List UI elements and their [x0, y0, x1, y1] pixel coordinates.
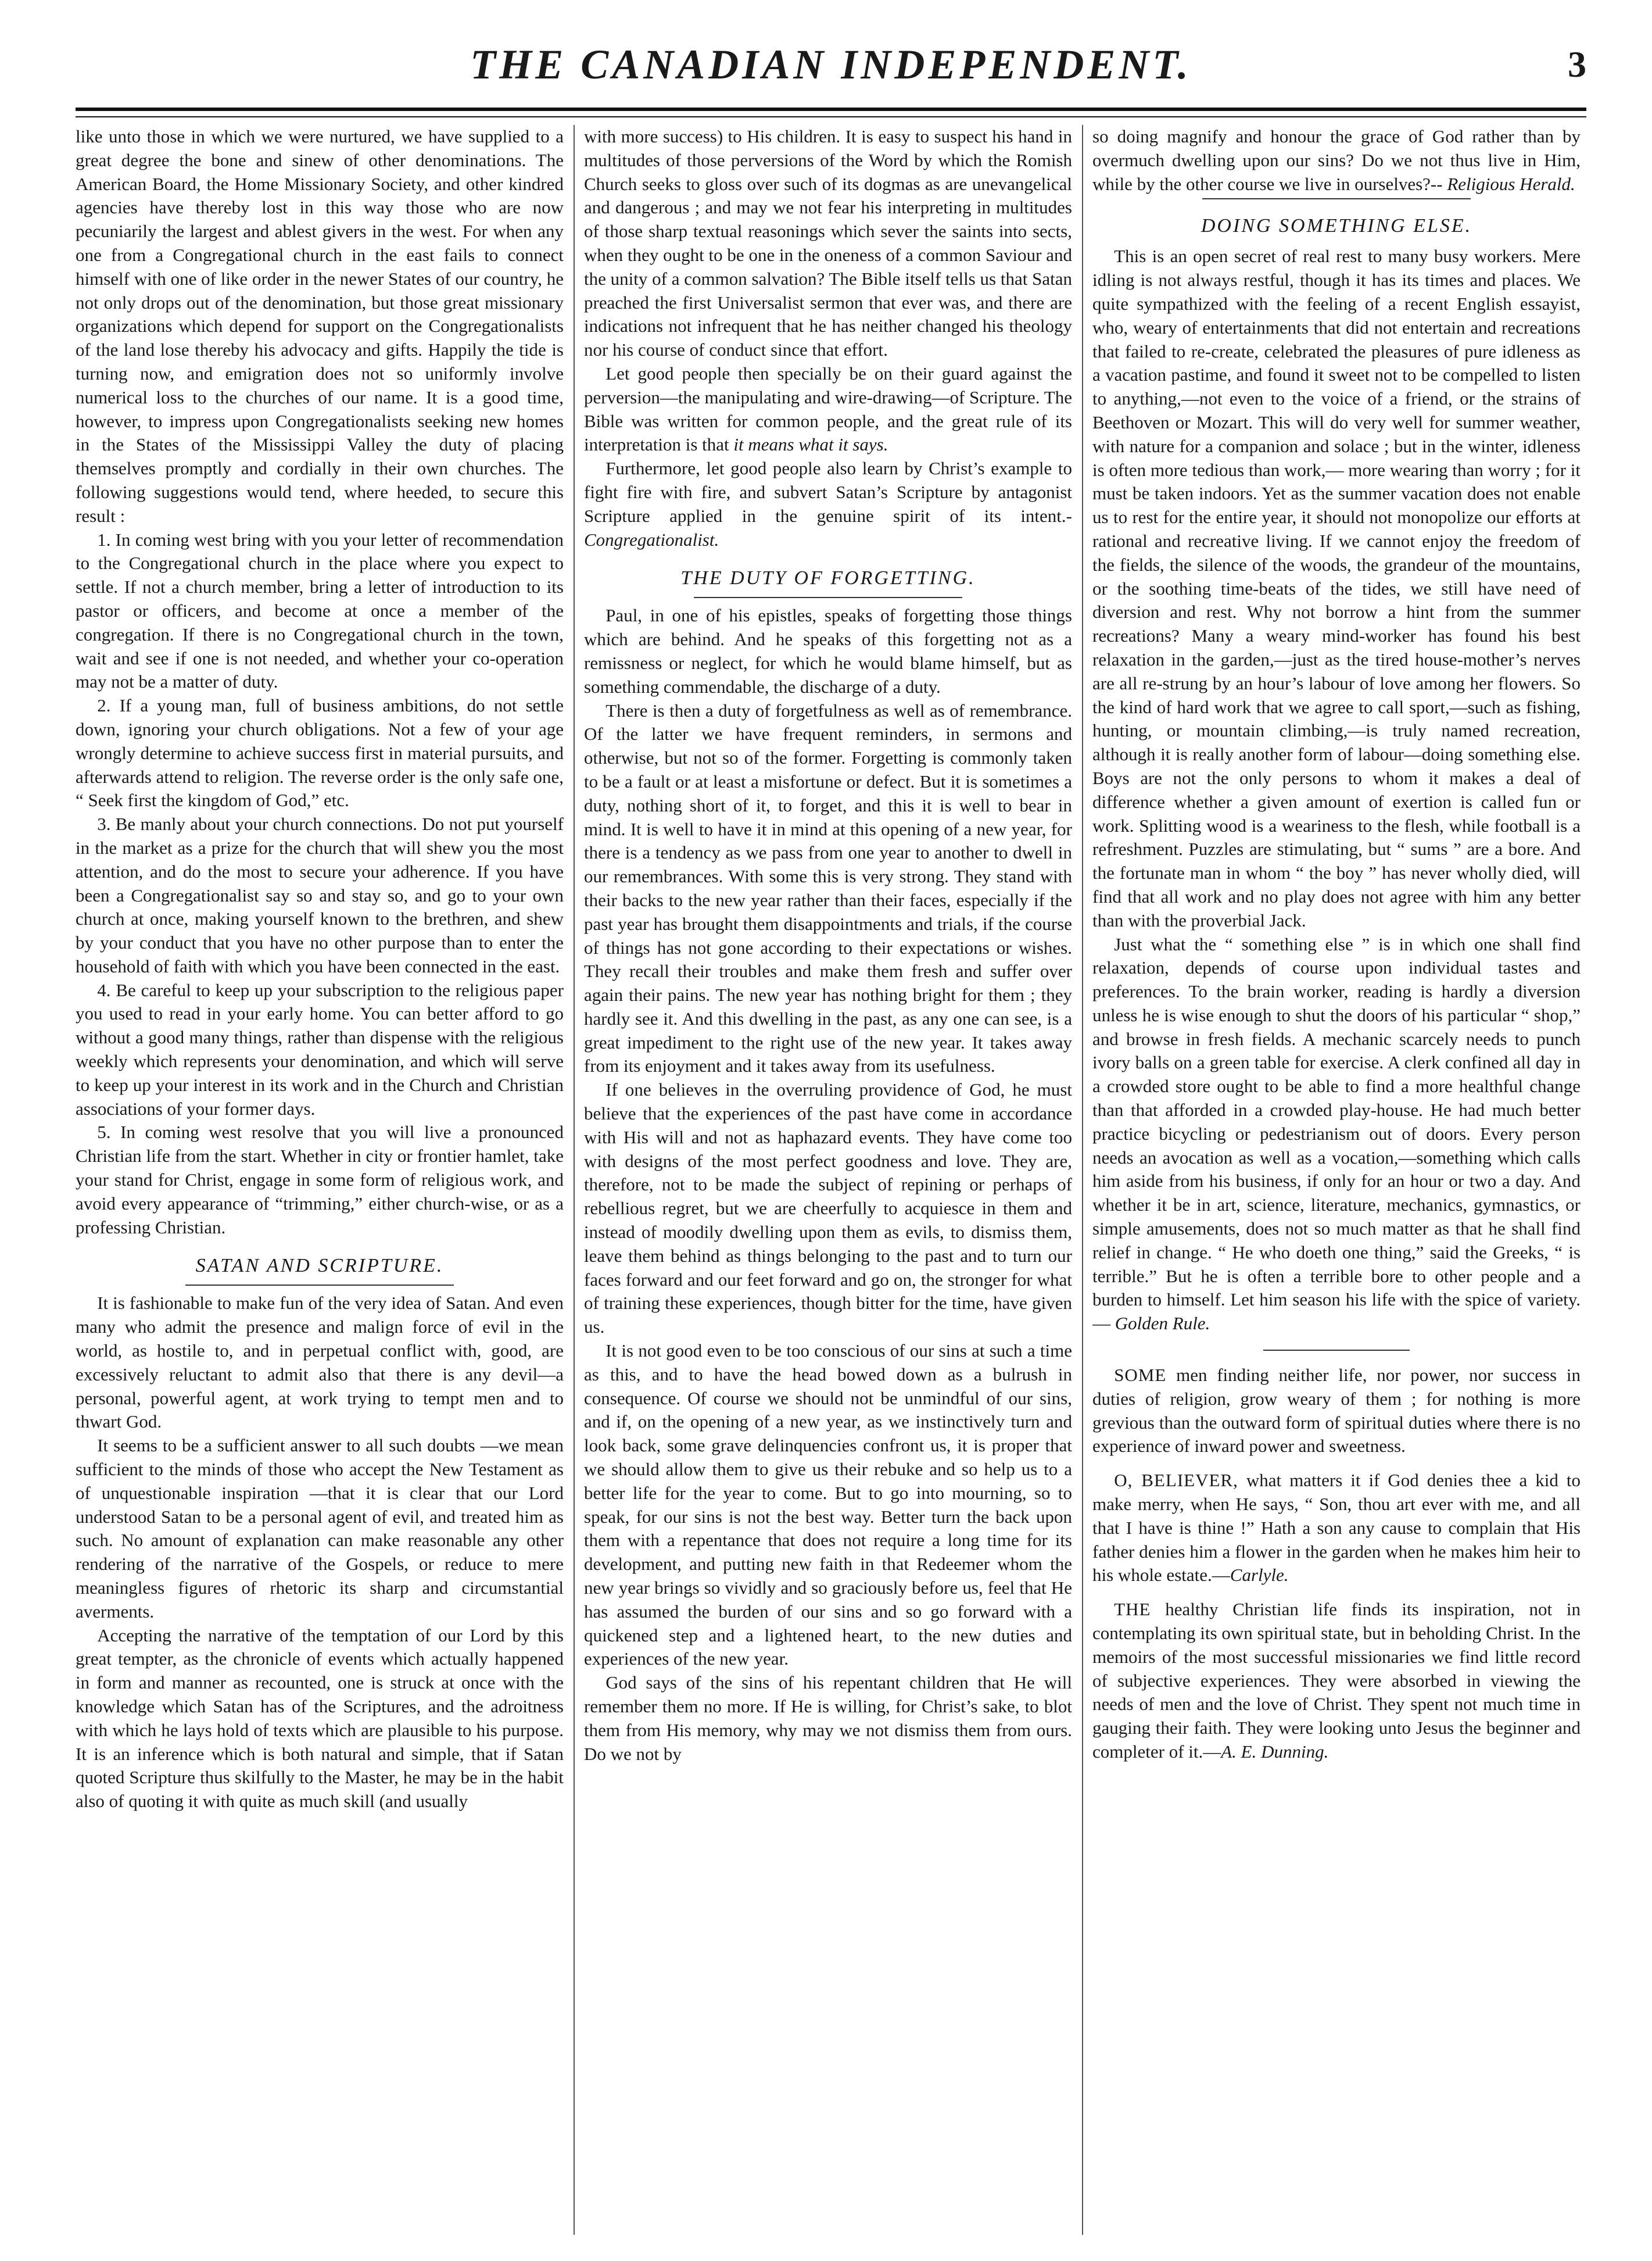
article-paragraph: [1092, 933, 1581, 1336]
emphasis-text: it means what it says.: [733, 434, 888, 455]
article-paragraph: [1092, 1469, 1581, 1587]
article-paragraph: [584, 457, 1072, 552]
article-paragraph: with more success) to His children. It is easy to suspect his hand in multitudes of those perversions of the Word by which the Romish Church seeks to gloss over such of its dogmas as are unevangelical and dangerous ; and may we not fear his interpreting in multitudes of those sharp textual reasonings which sever the saints into sects, when they ought to be one in the oneness of a common Saviour and the unity of a common salvation? The Bible itself tells us that Satan preached the first Universalist sermon that ever was, and there are indications not infrequent that he has neither changed his theology nor his course of conduct since that effort.: [584, 126, 1072, 360]
column-1: [76, 125, 564, 2235]
paragraph-text: healthy Christian life finds its inspiration, not in contemplating its own spiritual state, but in beholding Christ. In the memoirs of the most successful missionaries we find little record of subjective experiences. They were absorbed in viewing the needs of men and the love of Christ. They spent not much time in gauging their faith. They were looking unto Jesus the beginner and completer of it.—: [1092, 1599, 1581, 1762]
article-paragraph: 2. If a young man, full of business ambitions, do not settle down, ignoring your church obligations. Not a few of your age wrongly determine to achieve success first in material pursuits, and afterwards attend to religion. The reverse order is the only safe one, “ Seek first the kingdom of God,” etc.: [76, 695, 564, 811]
header-rule-thick: [76, 108, 1586, 111]
article-heading-satan-and-scripture: SATAN AND SCRIPTURE.: [195, 1255, 444, 1277]
article-paragraph: It seems to be a sufficient answer to all such doubts —we mean sufficient to the minds of those who accept the New Testament as of unquestionable inspiration —that it is clear that our Lord understood Satan to be a personal agent of evil, and treated him as such. No amount of explanation can make reasonable any other rendering of the narrative of the Gospels, or reduce to mere meaningless figures of rhetoric its sharp and circumstantial averments.: [76, 1435, 564, 1622]
paragraph-text: Just what the “ something else ” is in which one shall find relaxation, depends of course upon individual tastes and preferences. To the brain worker, reading is hardly a diversion unless he is wise enough to shut the doors of his particular “ shop,” and browse in fresh fields. A mechanic scarcely needs to punch ivory balls on a green table for exercise. A clerk confined all day in a crowded store ought to be able to find a more healthful change than that afforded in a crowded play-house. He had much better practice bicycling or pedestrianism out of doors. Every person needs an avocation as well as a vocation,—something which calls him aside from his business, if only for an hour or two a day. And whether it be in art, science, literature, mechanics, gymnastics, or simple amusements, does not so much matter as that he shall find relief in change. “ He who doeth one thing,” said the Greeks, “ is terrible.” But he is often a terrible bore to other people and a burden to himself. Let him season his life with the spice of variety.—: [1092, 933, 1581, 1334]
article-paragraph: It is fashionable to make fun of the very idea of Satan. And even many who admit the presence and malign force of evil in the world, as hostile to, and in perpetual conflict with, good, are excessively reluctant to admit also that there is any devil—a personal, powerful agent, at work trying to tempt men and to thwart God.: [76, 1293, 564, 1432]
paragraph-text: so doing magnify and honour the grace of God rather than by overmuch dwelling upon our sins? Do we not thus live in Him, while by the other course we live in ourselves?--: [1092, 126, 1581, 194]
page-number: 3: [1568, 44, 1586, 85]
lead-word: SOME: [1114, 1365, 1167, 1386]
newspaper-title: THE CANADIAN INDEPENDENT.: [470, 41, 1192, 88]
column-2: [584, 125, 1072, 2235]
paragraph-text: Let good people then specially be on their guard against the perversion—the manipulating and wire-drawing—of Scripture. The Bible was written for common people, and the great rule of its interpretation is that: [584, 363, 1072, 455]
article-paragraph: God says of the sins of his repentant children that He will remember them no more. If He is willing, for Christ’s sake, to blot them from His memory, why may we not dismiss them from ours. Do we not by: [584, 1672, 1072, 1764]
column-divider-1: [574, 125, 575, 2235]
paragraph-text: men finding neither life, nor power, nor success in duties of religion, grow weary of them ; for nothing is more grevious than the outward form of spiritual duties where there is no experience of inward power and sweetness.: [1092, 1365, 1581, 1457]
source-attribution: Religious Herald.: [1447, 173, 1575, 194]
paragraph-text: Furthermore, let good people also learn by Christ’s example to fight fire with fire, and subvert Satan’s Scripture by antagonist Scripture applied in the genuine spirit of its intent.-: [584, 458, 1072, 526]
article-paragraph: [1092, 1598, 1581, 1764]
article-paragraph: [1092, 125, 1581, 196]
lead-word: THE: [1114, 1599, 1151, 1620]
source-attribution: Golden Rule.: [1115, 1313, 1210, 1334]
article-paragraph: [584, 362, 1072, 457]
article-paragraph: [1092, 1364, 1581, 1458]
paragraph-gap: [1092, 1587, 1581, 1598]
paragraph-text: what matters it if God denies thee a kid to make merry, when He says, “ Son, thou art ever with me, and all that I have is thine !” Hath a son any cause to complain that His father denies him a flower in the garden when he makes him heir to his whole estate.—: [1092, 1470, 1581, 1586]
lead-word: O, BELIEVER,: [1114, 1470, 1238, 1491]
source-attribution: Congregationalist.: [584, 529, 719, 550]
paragraph-gap: [1092, 1458, 1581, 1469]
article-paragraph: like unto those in which we were nurtured, we have supplied to a great degree the bone and sinew of other denominations. The American Board, the Home Missionary Society, and other kindred agencies have thereby lost in this way those who are now pecuniarily the largest and ablest givers in the west. For when any one from a Congregational church in the east fails to connect himself with one of like order in the newer States of our country, he not only drops out of the denomination, but those great missionary organizations which depend for support on the Congregationalists of the land lose thereby his advocacy and gifts. Happily the tide is turning now, and emigration does not so uniformly involve numerical loss to the churches of our name. It is a good time, however, to impress upon Congregationalists seeking new homes in the States of the Mississippi Valley the duty of placing themselves promptly and cordially in their own churches. The following suggestions would tend, where heeded, to secure this result :: [76, 126, 564, 526]
article-paragraph: 3. Be manly about your church connections. Do not put yourself in the market as a prize for the church that will shew you the most attention, and do the most to secure your adherence. If you have been a Congregationalist say so and stay so, and go to your own church at once, making yourself known to the brethren, and shew by your conduct that you have no other purpose than to enter the household of faith with which you have been connected in the east.: [76, 814, 564, 976]
article-heading-doing-something-else: DOING SOMETHING ELSE.: [1201, 215, 1472, 237]
source-attribution: A. E. Dunning.: [1221, 1741, 1329, 1762]
masthead: [76, 35, 1586, 99]
section-rule: [1202, 198, 1471, 199]
column-3: [1092, 125, 1581, 2235]
heading-rule: [185, 1285, 454, 1286]
article-paragraph: 5. In coming west resolve that you will live a pronounced Christian life from the start. Whether in city or frontier hamlet, take your stand for Christ, engage in some form of religious work, and avoid every appearance of “trimming,” either church-wise, or as a professing Christian.: [76, 1122, 564, 1237]
article-paragraph: 4. Be careful to keep up your subscription to the religious paper you used to read in your early home. You can better afford to go without a good many things, rather than dispense with the religious weekly which represents your denomination, and which will serve to keep up your interest in its work and in the Church and Christian associations of your former days.: [76, 979, 564, 1119]
article-paragraph: There is then a duty of forgetfulness as well as of remembrance. Of the latter we have frequent reminders, in sermons and otherwise, but not so of the former. Forgetting is commonly taken to be a fault or at least a misfortune or defect. But it is sometimes a duty, nothing short of it, to forget, and this it is well to bear in mind. It is well to have it in mind at this opening of a new year, for there is a tendency as we pass from one year to another to dwell in our remembrances. With some this is very strong. They stand with their backs to the new year rather than their faces, especially if the past year has brought them disappointments and trials, if the course of things has not gone according to their expectations or wishes. They recall their troubles and make them fresh and suffer over again their pains. The new year has nothing bright for them ; they hardly see it. And this dwelling in the past, as any one can see, is a great impediment to the right use of the new year. It takes away from its enjoyment and it takes away from its usefulness.: [584, 700, 1072, 1076]
heading-rule: [694, 597, 962, 598]
source-attribution: Carlyle.: [1230, 1565, 1289, 1586]
article-paragraph: Paul, in one of his epistles, speaks of forgetting those things which are behind. And he speaks of this forgetting not as a remissness or neglect, for which he would blame himself, but as something commendable, the discharge of a duty.: [584, 605, 1072, 697]
article-paragraph: If one believes in the overruling providence of God, he must believe that the experiences of the past have come in accordance with His will and not as haphazard events. They have come too with designs of the most perfect goodness and love. They are, therefore, not to be made the subject of repining or perhaps of rebellious regret, but we are cheerfully to acquiesce in them and instead of moodily dwelling upon them as evils, to dismiss them, leave them behind as things belonging to the past and to turn our faces forward and our feet forward and go on, the stronger for what of training these experiences, though bitter for the time, have given us.: [584, 1079, 1072, 1337]
header-rule-thin: [76, 116, 1586, 117]
article-heading-duty-of-forgetting: THE DUTY OF FORGETTING.: [680, 567, 976, 589]
article-paragraph: It is not good even to be too conscious of our sins at such a time as this, and to have the head bowed down as a bulrush in consequence. Of course we should not be unmindful of our sins, and if, on the opening of a new year, as we instinctively turn and look back, some grave delinquencies confront us, it is proper that we should allow them to give us their rebuke and so help us to a better life for the year to come. But to go into mourning, so to speak, for our sins is not the best way. Better turn the back upon them with a repentance that does not require a long time for its development, and putting new faith in that Redeemer whom the new year brings so vividly and so graciously before us, feel that He has assumed the burden of our sins and so go forward with a quickened step and a lightened heart, to the new duties and experiences of the new year.: [584, 1340, 1072, 1669]
section-rule: [1263, 1350, 1410, 1351]
article-paragraph: 1. In coming west bring with you your letter of recommendation to the Congregational church in the place where you expect to settle. If not a church member, bring a letter of introduction to its pastor or officers, and become at once a member of the congregation. If there is no Congregational church in the town, wait and see if one is not needed, and whether your co-operation may not be a matter of duty.: [76, 529, 564, 692]
article-paragraph: Accepting the narrative of the temptation of our Lord by this great tempter, as the chronicle of events which actually happened in form and manner as recounted, one is struck at once with the knowledge which Satan has of the Scriptures, and the adroitness with which he lays hold of texts which are plausible to his purpose. It is an inference which is both natural and simple, that if Satan quoted Scripture thus skilfully to the Master, he may be in the habit also of quoting it with quite as much skill (and usually: [76, 1625, 564, 1812]
column-divider-2: [1082, 125, 1083, 2235]
article-paragraph: This is an open secret of real rest to many busy workers. Mere idling is not always restful, though it has its times and places. We quite sympathized with the feeling of a recent English essayist, who, weary of entertainments that did not entertain and recreations that failed to re-create, celebrated the pleasures of pure idleness as a vacation pastime, and found it sweet not to be compelled to listen to anything,—not even to the voice of a friend, or the strains of Beethoven or Mozart. This will do very well for summer weather, with nature for a companion and solace ; but in the winter, idleness is often more tedious than work,— more wearing than worry ; for it must be taken indoors. Yet as the summer vacation does not enable us to rest for the entire year, it should not monopolize our efforts at rational and recreative living. If we cannot enjoy the freedom of the fields, the silence of the woods, the grandeur of the mountains, or the soothing time-beats of the tides, we still have need of diversion and rest. Why not borrow a hint from the summer recreations? Many a weary mind-worker has found his best relaxation in the garden,—just as the tired house-mother’s nerves are all re-strung by an hour’s labour of love among her flowers. So the kind of hard work that we agree to call sport,—such as fishing, hunting, or mountain climbing,—is truly named recreation, although it is really another form of labour—doing something else. Boys are not the only persons to whom it makes a deal of difference whether a given amount of exertion is called fun or work. Splitting wood is a weariness to the flesh, while football is a refreshment. Puzzles are stimulating, but “ sums ” are a bore. And the fortunate man in whom “ the boy ” has never wholly died, will find that all work and no play does not agree with him any better than with the proverbial Jack.: [1092, 246, 1581, 931]
